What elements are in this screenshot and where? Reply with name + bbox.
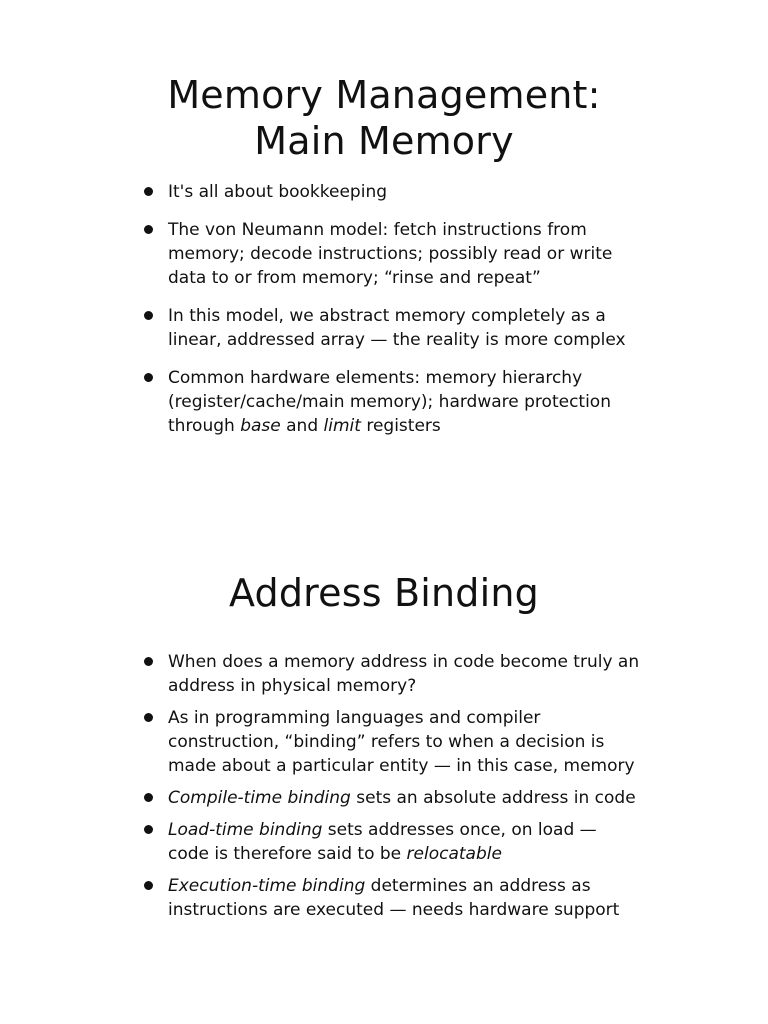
bullet-text-part: determines an address as instructions are executed — needs hardware support [168, 876, 620, 920]
title-line-1: Memory Management: [167, 73, 601, 117]
bullet-item [142, 650, 642, 698]
bullet-emphasis: Load-time binding [168, 820, 323, 840]
slide-title [0, 0, 768, 164]
bullet-item [142, 874, 642, 922]
bullet-emphasis: Compile-time binding [168, 788, 351, 808]
slide-address-binding [0, 512, 768, 1024]
bullet-text: As in programming languages and compiler construction, “binding” refers to when a decision is made about a particular entity — in this case, memory [168, 708, 635, 776]
bullet-dot-icon [144, 881, 153, 890]
bullet-item [142, 786, 642, 810]
bullet-emphasis: Execution-time binding [168, 876, 366, 896]
bullet-item [142, 366, 642, 438]
bullet-emphasis: base [240, 416, 281, 436]
title-line-2: Main Memory [254, 119, 514, 163]
bullet-dot-icon [144, 373, 153, 382]
bullet-text-part: sets addresses once, on load — code is therefore said to be [168, 820, 597, 864]
bullet-item [142, 180, 642, 204]
bullet-item [142, 818, 642, 866]
bullet-dot-icon [144, 187, 153, 196]
bullet-text [168, 876, 619, 920]
bullet-text-part: and [280, 416, 324, 436]
bullet-item [142, 706, 642, 778]
bullet-dot-icon [144, 793, 153, 802]
bullet-emphasis: limit [323, 416, 361, 436]
slide-title [0, 512, 768, 616]
bullet-text-part: sets an absolute address in code [350, 788, 636, 808]
title-line: Address Binding [228, 571, 539, 615]
bullet-dot-icon [144, 311, 153, 320]
bullet-text: It's all about bookkeeping [168, 182, 388, 202]
bullet-list [142, 650, 642, 930]
bullet-text [168, 788, 636, 808]
bullet-text-part: registers [360, 416, 441, 436]
bullet-text [168, 820, 597, 864]
bullet-text: When does a memory address in code become truly an address in physical memory? [168, 652, 640, 696]
bullet-emphasis: relocatable [406, 844, 502, 864]
bullet-dot-icon [144, 657, 153, 666]
bullet-item [142, 304, 642, 352]
bullet-dot-icon [144, 713, 153, 722]
bullet-text: In this model, we abstract memory completely as a linear, addressed array — the reality is more complex [168, 306, 626, 350]
bullet-list [142, 180, 642, 452]
bullet-text-part: Common hardware elements: memory hierarchy (register/cache/main memory); hardware protection through [168, 368, 611, 436]
bullet-item [142, 218, 642, 290]
bullet-text: The von Neumann model: fetch instructions from memory; decode instructions; possibly read or write data to or from memory; “rinse and repeat” [168, 220, 613, 288]
bullet-text [168, 368, 611, 436]
bullet-dot-icon [144, 225, 153, 234]
slide-memory-management [0, 0, 768, 500]
bullet-dot-icon [144, 825, 153, 834]
